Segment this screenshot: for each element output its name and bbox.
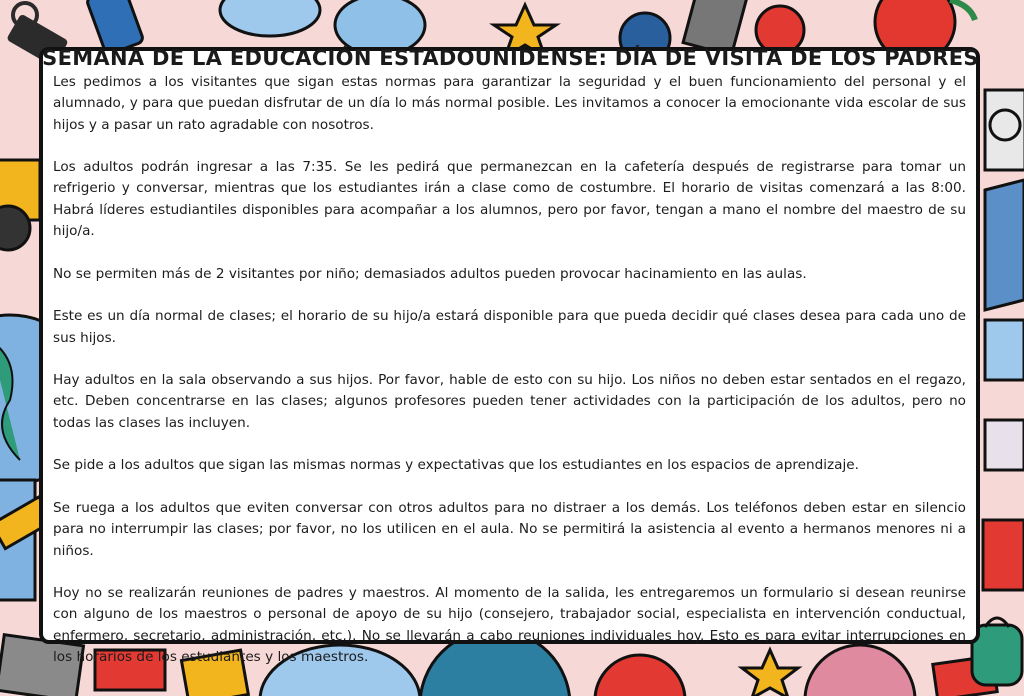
paragraph-visitor-limit: No se permiten más de 2 visitantes por niño; demasiados adultos pueden provocar hacinamiento en las aulas.	[53, 265, 807, 282]
paragraph-phones: Se ruega a los adultos que eviten conversar con otros adultos para no distraer a los demás. Los teléfonos deben estar en silencio para no interrumpir las clases; por favor, no los utilicen en el aula. No se permitirá la asistencia al evento a hermanos menores ni a niños.	[53, 499, 966, 559]
scissors-icon	[983, 520, 1024, 590]
document-body	[53, 72, 966, 690]
paragraph-meetings: Hoy no se realizarán reuniones de padres y maestros. Al momento de la salida, les entregaremos un formulario si desean reunirse con alguno de los maestros o personal de apoyo de su hijo (consejero, trabajador social, especialista en intervención conductual, enfermero, secretario, administración, etc.). No se llevarán a cabo reuniones individuales hoy. Esto es para evitar interrupciones en los horarios de los estudiantes y los maestros.	[53, 585, 966, 666]
paragraph-observing: Hay adultos en la sala observando a sus hijos. Por favor, hable de esto con su hijo. Los niños no deben estar sentados en el regazo, etc. Deben concentrarse en las clases; algunos profesores pueden tener actividades con la participación de los adultos, pero no todas las clases las incluyen.	[53, 372, 966, 431]
paragraph-same-rules: Se pide a los adultos que sigan las mismas normas y expectativas que los estudiantes en los espacios de aprendizaje.	[53, 457, 859, 474]
paragraph-schedule: Los adultos podrán ingresar a las 7:35. Se les pedirá que permanezcan en la cafetería después de registrarse para tomar un refrigerio y conversar, mientras que los estudiantes irán a clase como de costumbre. El horario de visitas comenzará a las 8:00. Habrá líderes estudiantiles disponibles para acompañar a los alumnos, pero por favor, tengan a mano el nombre del maestro de su hijo/a.	[53, 159, 966, 240]
paragraph-intro: Les pedimos a los visitantes que sigan estas normas para garantizar la seguridad y el buen funcionamiento del personal y el alumnado, y para que puedan disfrutar de un día lo más normal posible. Les invitamos a conocer la emocionante vida escolar de sus hijos y a pasar un rato agradable con nosotros.	[53, 74, 966, 133]
paragraph-normal-day: Este es un día normal de clases; el horario de su hijo/a estará disponible para que pueda decidir qué clases desea para cada uno de sus hijos.	[53, 308, 966, 346]
page-title: SEMANA DE LA EDUCACIÓN ESTADOUNIDENSE: DÍA DE VISITA DE LOS PADRES	[42, 46, 979, 70]
ruler-icon	[985, 180, 1024, 310]
